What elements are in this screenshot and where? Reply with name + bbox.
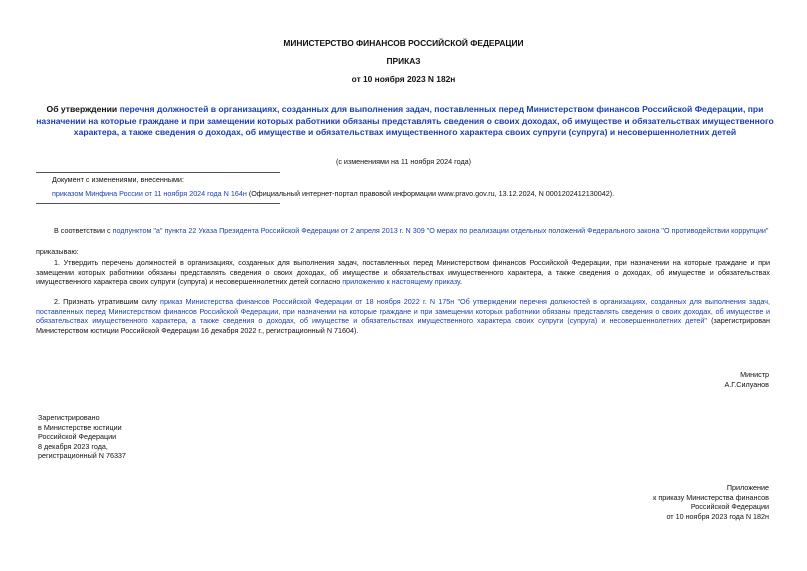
registration-line-1: Зарегистрировано — [38, 413, 100, 422]
title-prefix: Об утверждении — [46, 104, 120, 114]
amendment-note: (с изменениями на 11 ноября 2024 года) — [335, 157, 472, 166]
doc-type: ПРИКАЗ — [386, 56, 421, 66]
changes-heading: Документ с изменениями, внесенными: — [52, 175, 184, 184]
appendix-line-3: Российской Федерации — [690, 502, 769, 511]
paragraph-1 — [36, 258, 770, 287]
paragraph-2 — [36, 297, 770, 335]
paragraph-2-prefix: 2. Признать утратившим силу — [54, 297, 161, 306]
appendix-line-1: Приложение — [726, 483, 769, 492]
document-title — [36, 104, 774, 139]
changes-link[interactable]: приказом Минфина России от 11 ноября 2024 года N 164н — [52, 188, 247, 198]
paragraph-1-suffix: . — [459, 277, 462, 286]
paragraph-2-suffix: (зарегистрирован Министерством юстиции Российской Федерации 16 декабря 2022 г., регистрационный N 71604). — [36, 316, 771, 335]
signature-position: Министр — [740, 370, 769, 379]
registration-block — [38, 413, 126, 461]
appendix-block — [653, 483, 769, 521]
signature-block — [725, 370, 770, 389]
registration-line-5: регистрационный N 76337 — [38, 451, 126, 460]
changes-bottom-rule — [36, 203, 280, 204]
changes-source: (Официальный интернет-портал правовой информации www.pravo.gov.ru, 13.12.2024, N 0001202412130042). — [246, 188, 615, 198]
appendix-line-4: от 10 ноября 2023 года N 182н — [666, 511, 769, 521]
signature-name: А.Г.Силуанов — [724, 379, 769, 389]
title-link[interactable]: перечня должностей в организациях, созданных для выполнения задач, поставленных перед Министерством финансов Российской Федерации, при назначении на которые граждане и при замещении которых работники обязаны представлять сведения о своих доходах, об имуществе и обязательствах имущественного характера, а также сведения о доходах, об имуществе и обязательствах имущественного характера своих супруги (супруга) и несовершеннолетних детей — [36, 104, 774, 138]
registration-line-3: Российской Федерации — [38, 432, 117, 441]
changes-line — [52, 189, 770, 199]
registration-line-4: 8 декабря 2023 года, — [38, 441, 108, 451]
ministry-heading: МИНИСТЕРСТВО ФИНАНСОВ РОССИЙСКОЙ ФЕДЕРАЦИИ — [283, 38, 524, 48]
changes-box — [52, 175, 770, 198]
order-word: приказываю: — [36, 247, 79, 256]
preamble — [36, 226, 770, 236]
repealed-order-link[interactable]: приказ Министерства финансов Российской Федерации от 18 ноября 2022 г. N 175н "Об утверждении перечня должностей в организациях, созданных для выполнения задач, поставленных перед Министерством финансов Российской Федерации, при назначении на которые граждане и при замещении которых работники обязаны представлять сведения о своих доходах, об имуществе и обязательствах имущественного характера, а также сведения о доходах, об имуществе и обязательствах имущественного характера своих супруги (супруга) и несовершеннолетних детей" — [36, 297, 770, 325]
appendix-link[interactable]: приложению к настоящему приказу — [342, 277, 460, 286]
preamble-prefix: В соответствии с — [54, 226, 113, 235]
paragraph-1-text: 1. Утвердить перечень должностей в организациях, созданных для выполнения задач, поставленных перед Министерством финансов Российской Федерации, при назначении на которые граждане и при замещении которых работники обязаны представлять сведения о своих доходах, об имуществе и обязательствах имущественного характера, а также сведения о доходах, об имуществе и обязательствах имущественного характера своих супруги (супруга) и несовершеннолетних детей согласно — [36, 258, 770, 286]
changes-top-rule — [36, 172, 280, 173]
appendix-line-2: к приказу Министерства финансов — [653, 492, 769, 502]
registration-line-2: в Министерстве юстиции — [38, 422, 122, 432]
doc-date-number: от 10 ноября 2023 N 182н — [351, 74, 456, 84]
preamble-link[interactable]: подпунктом "а" пункта 22 Указа Президента Российской Федерации от 2 апреля 2013 г. N 309 "О мерах по реализации отдельных положений Федерального закона "О противодействии коррупции" — [112, 226, 769, 235]
